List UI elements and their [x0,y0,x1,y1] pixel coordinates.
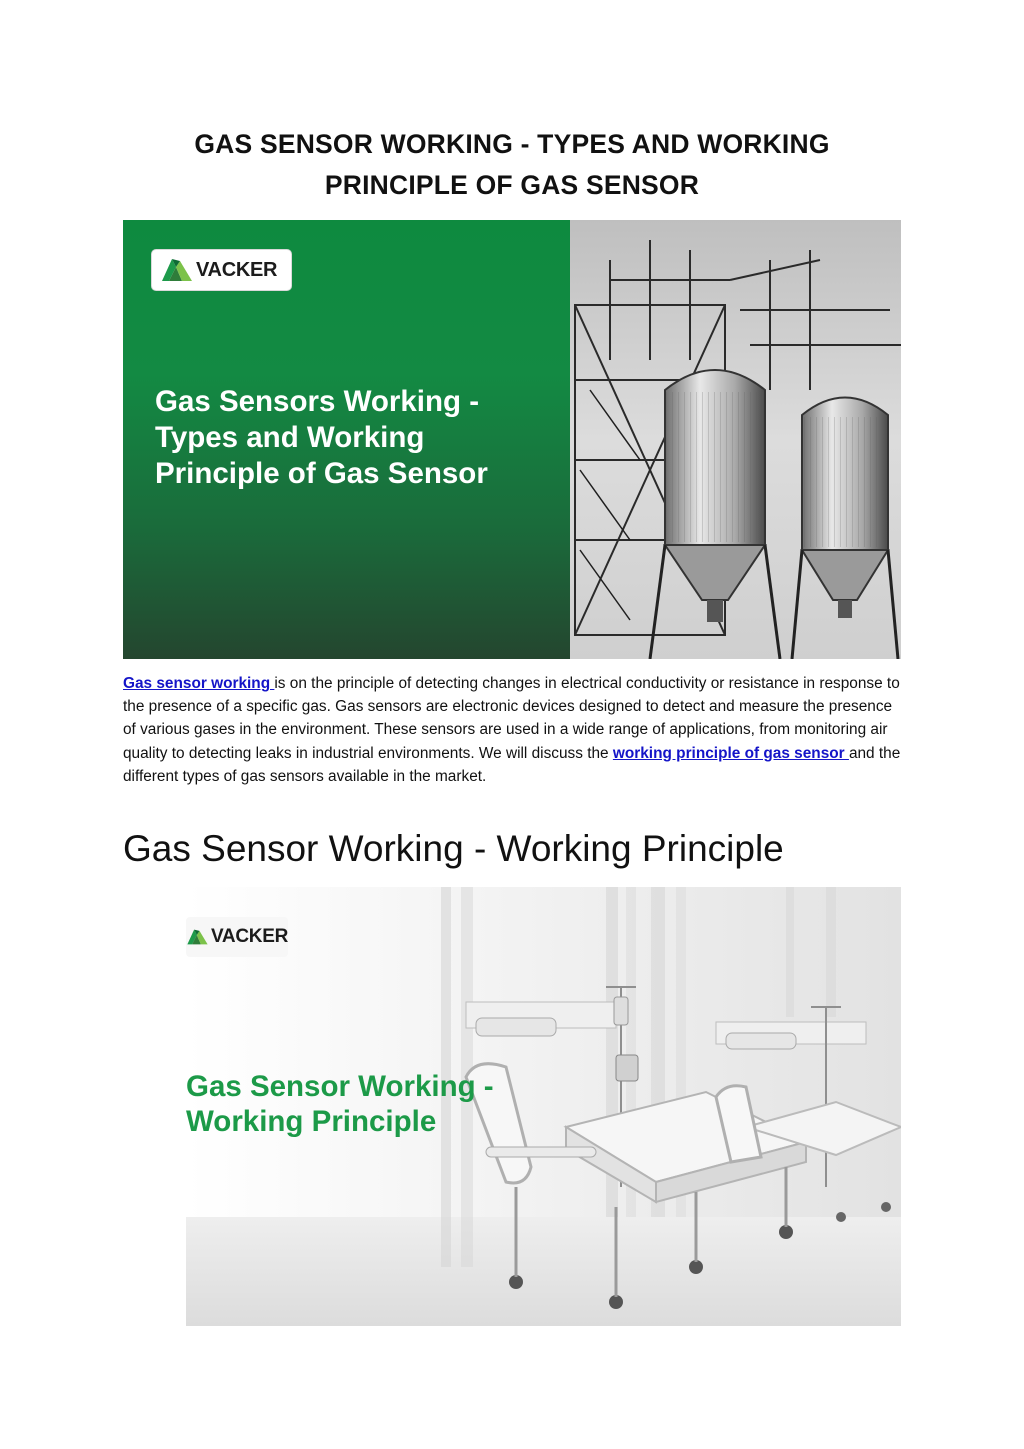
section-banner-image [186,887,901,1326]
hero-banner-image [123,220,901,659]
banner-heading-line: Principle of Gas Sensor [155,457,488,490]
gas-sensor-working-link[interactable]: Gas sensor working [123,675,275,692]
paragraph-text: and the different types of gas sensors available in the market. [123,744,901,785]
banner-heading-line: Working Principle [186,1105,437,1138]
logo-text: VACKER [210,926,288,947]
working-principle-link[interactable]: working principle of gas sensor [612,744,849,762]
banner-heading-line: Gas Sensors Working - [155,385,480,418]
industrial-silos-photo [570,220,901,659]
page-title: GAS SENSOR WORKING - TYPES AND WORKING PRINCIPLE OF GAS SENSOR [194,129,830,200]
section-heading: Gas Sensor Working - Working Principle [123,828,784,869]
vacker-logo-mark-icon [160,257,194,283]
banner-heading [155,384,555,492]
intro-paragraph [123,672,901,788]
banner-heading [186,1069,546,1139]
paragraph-text: is on the principle of detecting changes in electrical conductivity or resistance in response to the presence of a specific gas. Gas sensors are electronic devices designed to detect and measure the presence of various gases in the environment. These sensors are used in a wide range of applications, from monitoring air quality to detecting leaks in industrial environments. We will discuss the [123,675,900,762]
banner-green-panel [123,220,570,659]
vacker-logo [186,917,288,957]
banner-heading-line: Types and Working [155,421,425,454]
vacker-logo-mark-icon [186,925,209,949]
banner-heading-line: Gas Sensor Working - [186,1070,494,1103]
vacker-logo [152,250,291,290]
logo-text: VACKER [196,258,278,281]
